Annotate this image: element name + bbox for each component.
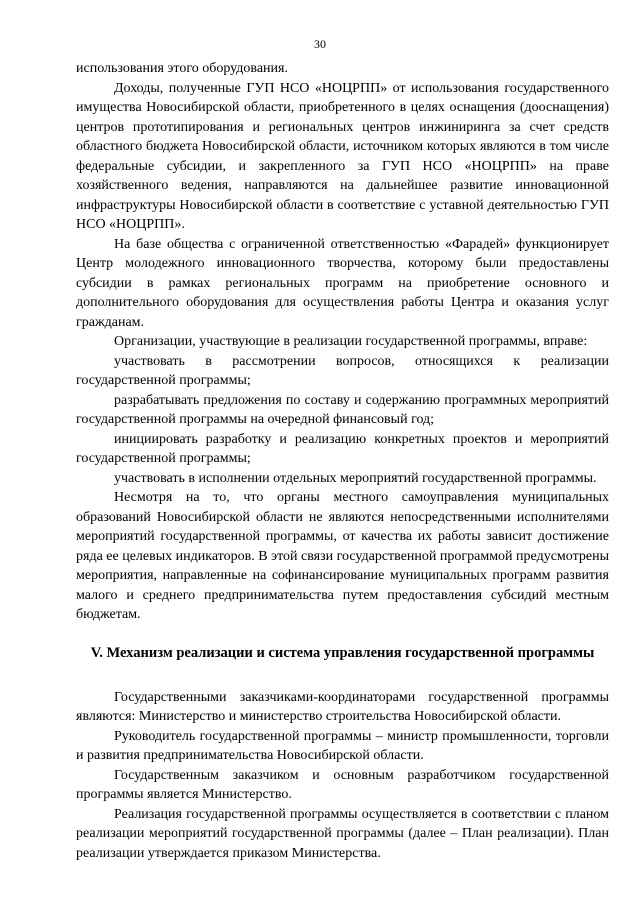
document-body bbox=[76, 59, 609, 863]
paragraph: Государственными заказчиками-координаторами государственной программы являются: Министерство и министерство строительства Новосибирской области. bbox=[76, 689, 609, 724]
paragraph: Несмотря на то, что органы местного самоуправления муниципальных образований Новосибирской области не являются непосредственными исполнителями мероприятий государственной программы, от качества их работы зависит достижение ряда ее целевых индикаторов. В этой связи государственной программой предусмотрены мероприятия, направленные на софинансирование муниципальных программ развития малого и среднего предпринимательства путем предоставления субсидий местным бюджетам. bbox=[76, 490, 609, 622]
list-item: участвовать в рассмотрении вопросов, относящихся к реализации государственной программы; bbox=[76, 353, 609, 388]
list-item: инициировать разработку и реализацию конкретных проектов и мероприятий государственной программы; bbox=[76, 431, 609, 466]
paragraph: Организации, участвующие в реализации государственной программы, вправе: bbox=[114, 334, 588, 349]
list-item: участвовать в исполнении отдельных мероприятий государственной программы. bbox=[114, 470, 597, 486]
list-item: разрабатывать предложения по составу и содержанию программных мероприятий государственной программы на очередной финансовый год; bbox=[76, 392, 609, 427]
section-heading: V. Механизм реализации и система управления государственной программы bbox=[90, 644, 595, 661]
paragraph: На базе общества с ограниченной ответственностью «Фарадей» функционирует Центр молодежного инновационного творчества, которому были предоставлены субсидии в рамках региональных программ на приобретение основного и дополнительного оборудования для осуществления работы Центра и оказания услуг гражданам. bbox=[76, 236, 609, 330]
paragraph: использования этого оборудования. bbox=[76, 61, 288, 76]
paragraph: Реализация государственной программы осуществляется в соответствии с планом реализации мероприятий государственной программы (далее – План реализации). План реализации утверждается приказом Министерства. bbox=[76, 806, 609, 861]
paragraph: Доходы, полученные ГУП НСО «НОЦРПП» от использования государственного имущества Новосибирской области, приобретенного в целях оснащения (дооснащения) центров прототипирования и региональных центров инжиниринга за счет средств областного бюджета Новосибирской области, источником которых являются в том числе федеральные субсидии, и закрепленного за ГУП НСО «НОЦРПП» на праве хозяйственного ведения, направляются на дальнейшее развитие инновационной инфраструктуры Новосибирской области в соответствие с уставной деятельностью ГУП НСО «НОЦРПП». bbox=[76, 80, 609, 232]
page-number: 30 bbox=[314, 37, 326, 51]
paragraph: Руководитель государственной программы – министр промышленности, торговли и развития предпринимательства Новосибирской области. bbox=[76, 728, 609, 763]
paragraph: Государственным заказчиком и основным разработчиком государственной программы является Министерство. bbox=[76, 767, 609, 802]
